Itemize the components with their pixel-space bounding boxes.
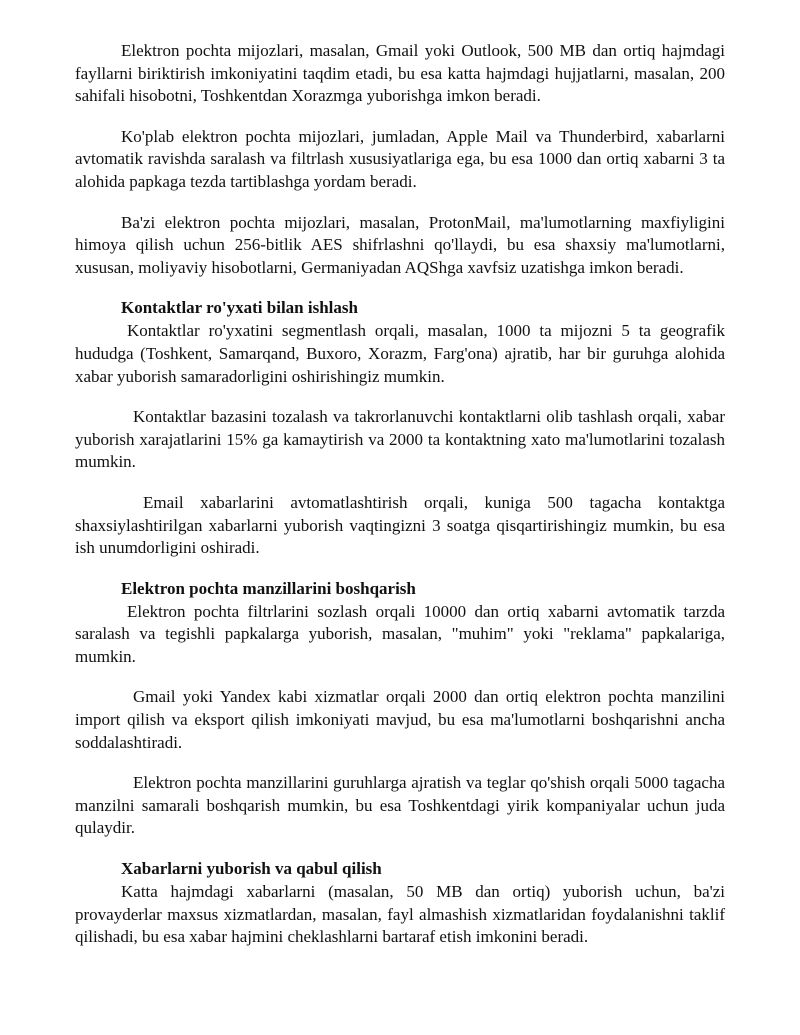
paragraph-email-encryption: Ba'zi elektron pochta mijozlari, masalan, ProtonMail, ma'lumotlarning maxfiyligini himoya qilish uchun 256-bitlik AES shifrlashni qo'llaydi, bu esa shaxsiy ma'lumotlarni, xususan, moliyaviy hisobotlarni, Germaniyadan AQShga xavfsiz uzatishga imkon beradi. — [75, 212, 725, 277]
paragraph-import-export: Gmail yoki Yandex kabi xizmatlar orqali 2000 dan ortiq elektron pochta manzilini import qilish va eksport qilish imkoniyati mavjud, bu esa ma'lumotlarni boshqarishni ancha soddalashtiradi. — [75, 687, 725, 752]
document-page — [75, 40, 725, 967]
paragraph-email-automation: Email xabarlarini avtomatlashtirish orqali, kuniga 500 tagacha kontaktga shaxsiylashtirilgan xabarlarni yuborish vaqtingizni 3 soatga qisqartirishingiz mumkin, bu esa ish unumdorligini oshiradi. — [75, 492, 725, 558]
paragraph-contact-cleanup: Kontaktlar bazasini tozalash va takrorlanuvchi kontaktlarni olib tashlash orqali, xabar yuborish xarajatlarini 15% ga kamaytirish va 2000 ta kontaktning xato ma'lumotlarini tozalash mumkin. — [75, 407, 725, 472]
section-heading-address-management: Elektron pochta manzillarini boshqarish — [121, 578, 416, 598]
paragraph-address-groups: Elektron pochta manzillarini guruhlarga ajratish va teglar qo'shish orqali 5000 tagacha manzilni samarali boshqarish mumkin, bu esa Toshkentdagi yirik kompaniyalar uchun juda qulaydir. — [75, 773, 725, 838]
paragraph-email-filters: Elektron pochta filtrlarini sozlash orqali 10000 dan ortiq xabarni avtomatik tarzda saralash va tegishli papkalarga yuborish, masalan, "muhim" yoki "reklama" papkalariga, mumkin. — [75, 601, 725, 666]
paragraph-email-filtering: Ko'plab elektron pochta mijozlari, jumladan, Apple Mail va Thunderbird, xabarlarni avtomatik ravishda saralash va filtrlash xususiyatlariga ega, bu esa 1000 dan ortiq xabarni 3 ta alohida papkaga tezda tartiblashga yordam beradi. — [75, 126, 725, 191]
paragraph-email-attachments: Elektron pochta mijozlari, masalan, Gmail yoki Outlook, 500 MB dan ortiq hajmdagi fayllarni biriktirish imkoniyatini taqdim etadi, bu esa katta hajmdagi hujjatlarni, masalan, 200 sahifali hisobotni, Toshkentdan Xorazmga yuborishga imkon beradi. — [75, 41, 725, 106]
section-heading-send-receive: Xabarlarni yuborish va qabul qilish — [121, 859, 382, 879]
paragraph-contact-segmentation: Kontaktlar ro'yxatini segmentlash orqali, masalan, 1000 ta mijozni 5 ta geografik hududga (Toshkent, Samarqand, Buxoro, Xorazm, Farg'ona) ajratib, har bir guruhga alohida xabar yuborish samaradorligini oshirishingiz mumkin. — [75, 321, 725, 386]
paragraph-large-messages: Katta hajmdagi xabarlarni (masalan, 50 MB dan ortiq) yuborish uchun, ba'zi provayderlar maxsus xizmatlardan, masalan, fayl almashish xizmatlaridan foydalanishni taklif qilishadi, bu esa xabar hajmini cheklashlarni bartaraf etish imkonini beradi. — [75, 882, 725, 947]
section-heading-contacts: Kontaktlar ro'yxati bilan ishlash — [121, 298, 358, 318]
